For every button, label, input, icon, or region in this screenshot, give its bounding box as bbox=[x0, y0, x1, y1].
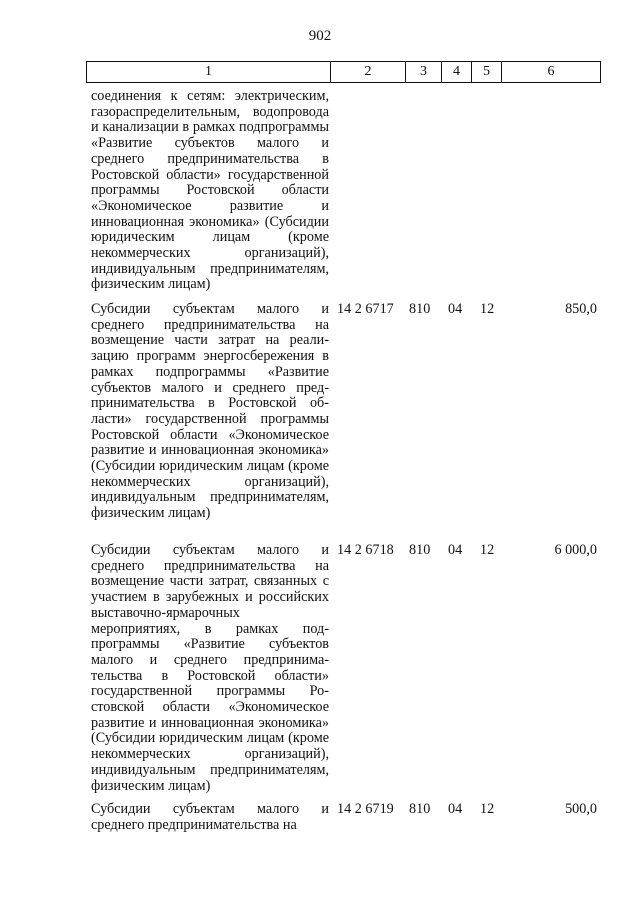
row-rz: 04 bbox=[448, 542, 463, 558]
column-header-4: 4 bbox=[442, 62, 472, 83]
row-rz: 04 bbox=[448, 301, 463, 317]
row-description: Субсидии субъектам малого и среднего предпринимательства на bbox=[91, 801, 329, 833]
row-rz: 04 bbox=[448, 801, 463, 817]
column-header-6: 6 bbox=[502, 62, 601, 83]
row-sum: 500,0 bbox=[565, 801, 597, 817]
row-pr: 12 bbox=[480, 801, 495, 817]
row-description: Субсидии субъектам малого и среднего предпринимательства на возмещение части затрат, связанных с участием в зарубежных и российских выставочно-ярмарочных мероприятиях, в рамках подпрограммы «Развитие субъектов малого и среднего предпринимательства в Ростовской области» государственной программы Ростовской области «Экономическое развитие и инновационная экономика» (Субсидии юридическим лицам (кроме некоммерческих организаций), индивидуальным предпринимателям, физическим лицам) bbox=[91, 542, 329, 794]
column-header-2: 2 bbox=[331, 62, 406, 83]
row-description: Субсидии субъектам малого и среднего предпринимательства на возмещение части затрат на реализацию программ энергосбережения в рамках подпрограммы «Развитие субъектов малого и среднего предпринимательства в Ростовской области» государственной программы Ростовской области «Экономическое развитие и инновационная экономика» (Субсидии юридическим лицам (кроме некоммерческих организаций), индивидуальным предпринимателям, физическим лицам) bbox=[91, 301, 329, 522]
column-header-5: 5 bbox=[472, 62, 502, 83]
row-vr: 810 bbox=[409, 801, 431, 817]
row-code: 14 2 6717 bbox=[337, 301, 394, 317]
column-header-row bbox=[86, 61, 601, 83]
row-description: соединения к сетям: электрическим, газораспределительным, водопровода и канализации в рамках подпрограммы «Развитие субъектов малого и среднего предпринимательства в Ростовской области» государственной программы Ростовской области «Экономическое развитие и инновационная экономика» (Субсидии юридическим лицам (кроме некоммерческих организаций), индивидуальным предпринимателям, физическим лицам) bbox=[91, 88, 329, 293]
row-pr: 12 bbox=[480, 301, 495, 317]
row-sum: 850,0 bbox=[565, 301, 597, 317]
column-header-3: 3 bbox=[406, 62, 442, 83]
column-header-1: 1 bbox=[87, 62, 331, 83]
page-number: 902 bbox=[308, 28, 332, 44]
row-sum: 6 000,0 bbox=[554, 542, 597, 558]
row-code: 14 2 6718 bbox=[337, 542, 394, 558]
row-vr: 810 bbox=[409, 301, 431, 317]
row-vr: 810 bbox=[409, 542, 431, 558]
row-code: 14 2 6719 bbox=[337, 801, 394, 817]
row-pr: 12 bbox=[480, 542, 495, 558]
